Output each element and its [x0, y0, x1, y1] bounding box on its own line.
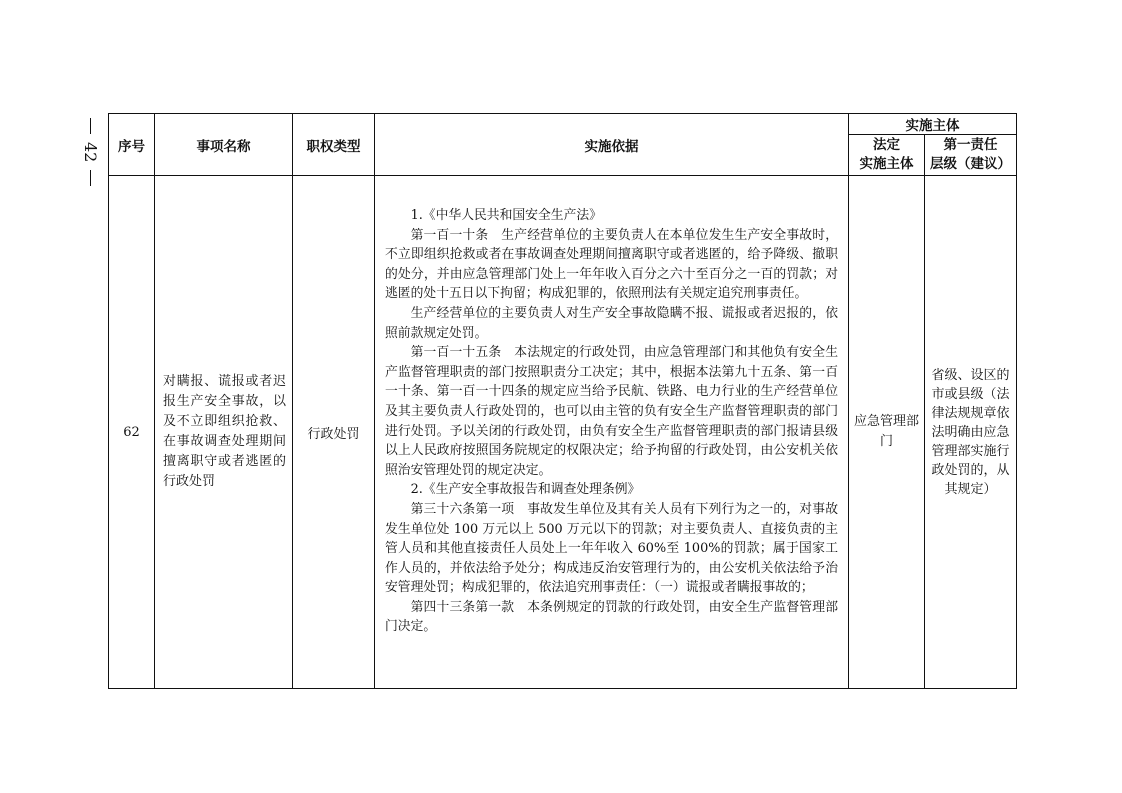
- basis-paragraph: 第四十三条第一款 本条例规定的罚款的行政处罚，由安全生产监督管理部门决定。: [385, 599, 838, 635]
- basis-paragraph: 第一百一十条 生产经营单位的主要负责人在本单位发生生产安全事故时，不立即组织抢救或者在事故调查处理期间擅离职守或者逃匿的，给予降级、撤职的处分，并由应急管理部门处上一年年收入百分之六十至百分之一百的罚款；对逃匿的处十五日以下拘留；构成犯罪的，依照刑法有关规定追究刑事责任。: [385, 227, 838, 302]
- header-legal-subject-line2: 实施主体: [859, 156, 914, 172]
- row-index: 62: [109, 176, 155, 689]
- header-first-level: [925, 135, 1017, 176]
- header-first-level-line2: 层级（建议）: [930, 156, 1011, 172]
- header-type: 职权类型: [293, 114, 375, 176]
- row-legal-subject: 应急管理部门: [849, 176, 925, 689]
- header-first-level-line1: 第一责任: [943, 137, 998, 153]
- basis-paragraph: 第一百一十五条 本法规定的行政处罚，由应急管理部门和其他负有安全生产监督管理职责的部门按照职责分工决定；其中，根据本法第九十五条、第一百一十条、第一百一十四条的规定应当给予民航、铁路、电力行业的生产经营单位及其主要负责人行政处罚的，也可以由主管的负有安全生产监督管理职责的部门进行处罚。予以关闭的行政处罚，由负有安全生产监督管理职责的部门报请县级以上人民政府按照国务院规定的权限决定；给予拘留的行政处罚，由公安机关依照治安管理处罚的规定决定。: [385, 345, 838, 478]
- header-index: 序号: [109, 114, 155, 176]
- basis-paragraph: 2.《生产安全事故报告和调查处理条例》: [410, 482, 641, 498]
- page-number: [70, 118, 110, 214]
- header-legal-subject-line1: 法定: [873, 137, 900, 153]
- header-row-top: [109, 114, 1017, 135]
- page-number-dash-top: [90, 118, 91, 134]
- header-basis: 实施依据: [375, 114, 849, 176]
- header-name: 事项名称: [155, 114, 293, 176]
- responsibility-table: [108, 113, 1017, 689]
- page-number-text: 42: [81, 142, 100, 163]
- row-authority-type: 行政处罚: [293, 176, 375, 689]
- header-subject: 实施主体: [849, 114, 1017, 135]
- page-number-dash-bottom: [90, 170, 91, 186]
- basis-paragraph: 第三十六条第一项 事故发生单位及其有关人员有下列行为之一的，对事故发生单位处 100 万元以上 500 万元以下的罚款；对主要负责人、直接负责的主管人员和其他直接责任人员处上一年年收入 60%至 100%的罚款；属于国家工作人员的，并依法给予处分；构成违反治安管理行为的，由公安机关依法给予治安管理处罚；构成犯罪的，依法追究刑事责任：（一）谎报或者瞒报事故的；: [385, 501, 838, 596]
- basis-paragraph: 1.《中华人民共和国安全生产法》: [410, 208, 602, 223]
- header-legal-subject: [849, 135, 925, 176]
- row-item-name: 对瞒报、谎报或者迟报生产安全事故，以及不立即组织抢救、在事故调查处理期间擅离职守或者逃匿的行政处罚: [155, 176, 293, 689]
- row-basis: [375, 176, 849, 689]
- row-first-level: 省级、设区的市或县级（法律法规规章依法明确由应急管理部实施行政处罚的，从其规定）: [925, 176, 1017, 689]
- basis-paragraph: 生产经营单位的主要负责人对生产安全事故隐瞒不报、谎报或者迟报的，依照前款规定处罚。: [385, 305, 838, 341]
- table-row: [109, 176, 1017, 689]
